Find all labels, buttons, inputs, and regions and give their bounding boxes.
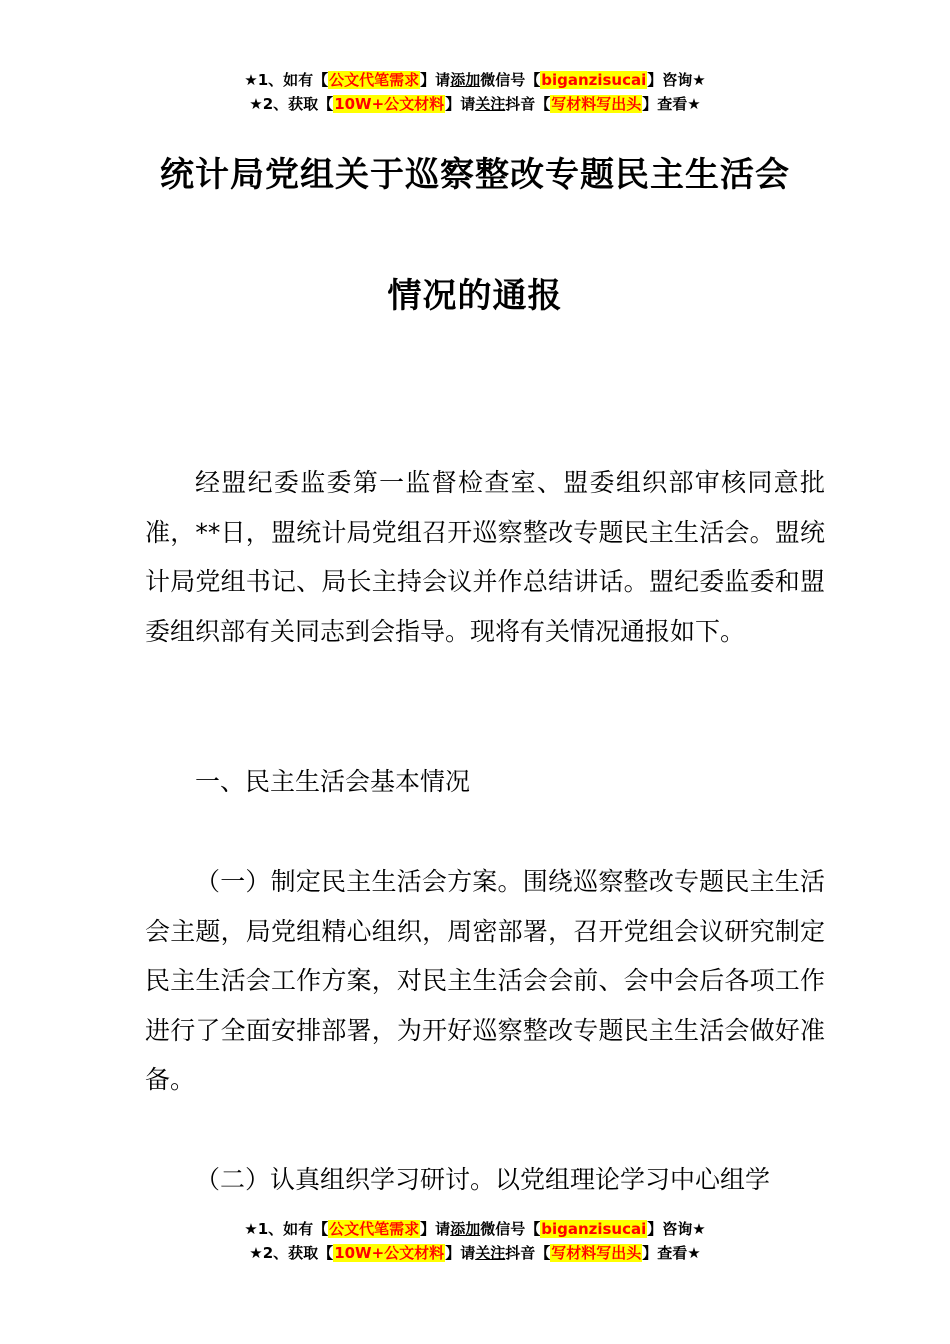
promo-line-2: [0, 92, 950, 116]
promo-text: 】查看★: [642, 95, 701, 113]
promo-underlined: 关注: [475, 95, 506, 113]
promo-text: 】请: [445, 1244, 476, 1262]
promo-text: 】咨询★: [647, 1220, 706, 1238]
top-promo-banner: [0, 68, 950, 116]
promo-text: 】查看★: [642, 1244, 701, 1262]
promo-text: ★1、如有【: [244, 1220, 329, 1238]
promo-highlight: biganzisucai: [541, 71, 647, 89]
promo-underlined: 添加: [450, 1220, 481, 1238]
promo-line-2: [0, 1241, 950, 1265]
bottom-promo-banner: [0, 1217, 950, 1265]
promo-underlined: 添加: [450, 71, 481, 89]
promo-underlined: 关注: [475, 1244, 506, 1262]
promo-text: ★1、如有【: [244, 71, 329, 89]
promo-highlight: 10W+公文材料: [334, 95, 445, 113]
section-heading: 一、民主生活会基本情况: [195, 767, 471, 796]
promo-text: 】咨询★: [647, 71, 706, 89]
promo-text: 抖音【: [505, 95, 551, 113]
promo-highlight: 写材料写出头: [551, 95, 642, 113]
promo-line-1: [0, 1217, 950, 1241]
promo-line-1: [0, 68, 950, 92]
promo-text: 】请: [445, 95, 476, 113]
promo-text: ★2、获取【: [249, 95, 334, 113]
promo-text: 微信号【: [480, 1220, 541, 1238]
body-paragraph: （一）制定民主生活会方案。围绕巡察整改专题民主生活会主题，局党组精心组织，周密部署，召开党组会议研究制定民主生活会工作方案，对民主生活会会前、会中会后各项工作进行了全面安排部署，为开好巡察整改专题民主生活会做好准备。: [145, 867, 825, 1094]
body-paragraph: 经盟纪委监委第一监督检查室、盟委组织部审核同意批准，**日，盟统计局党组召开巡察整改专题民主生活会。盟统计局党组书记、局长主持会议并作总结讲话。盟纪委监委和盟委组织部有关同志到会指导。现将有关情况通报如下。: [145, 468, 825, 646]
promo-text: 】请: [420, 1220, 451, 1238]
promo-text: 微信号【: [480, 71, 541, 89]
promo-highlight: 公文代笔需求: [329, 71, 420, 89]
promo-text: ★2、获取【: [249, 1244, 334, 1262]
promo-highlight: biganzisucai: [541, 1220, 647, 1238]
promo-highlight: 10W+公文材料: [334, 1244, 445, 1262]
document-title-line-1: 统计局党组关于巡察整改专题民主生活会: [160, 155, 790, 195]
body-paragraph: （二）认真组织学习研讨。以党组理论学习中心组学: [195, 1165, 771, 1194]
promo-text: 】请: [420, 71, 451, 89]
promo-highlight: 公文代笔需求: [329, 1220, 420, 1238]
document-title-line-2: 情况的通报: [387, 276, 563, 316]
promo-text: 抖音【: [505, 1244, 551, 1262]
promo-highlight: 写材料写出头: [551, 1244, 642, 1262]
